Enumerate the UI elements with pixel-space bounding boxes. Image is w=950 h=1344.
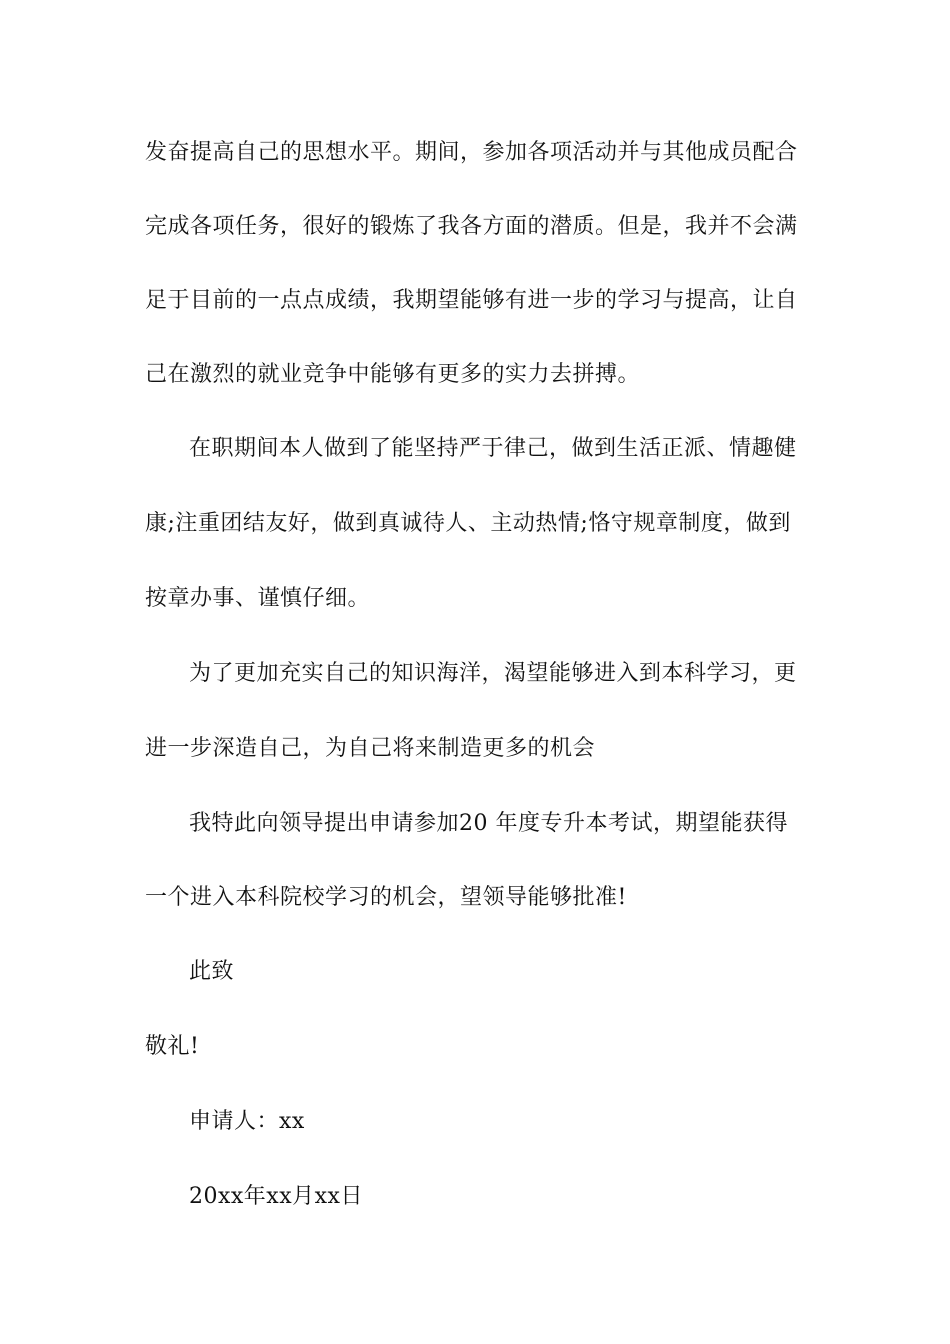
paragraph-line: 完成各项任务，很好的锻炼了我各方面的潜质。但是，我并不会满: [145, 214, 798, 239]
paragraph-line: 在职期间本人做到了能坚持严于律己，做到生活正派、情趣健: [189, 436, 797, 461]
closing-salutation: 此致: [189, 959, 235, 984]
applicant-signature: 申请人：xx: [189, 1109, 305, 1134]
paragraph-line: 发奋提高自己的思想水平。期间，参加各项活动并与其他成员配合: [145, 140, 798, 165]
closing-respect: 敬礼!: [145, 1034, 200, 1059]
document-date: 20xx年xx月xx日: [189, 1184, 363, 1209]
paragraph-line: 己在激烈的就业竞争中能够有更多的实力去拼搏。: [145, 362, 641, 387]
paragraph-line: 我特此向领导提出申请参加20 年度专升本考试，期望能获得: [189, 811, 788, 836]
paragraph-line: 为了更加充实自己的知识海洋，渴望能够进入到本科学习，更: [189, 661, 797, 686]
paragraph-line: 按章办事、谨慎仔细。: [145, 586, 371, 611]
paragraph-line: 进一步深造自己，为自己将来制造更多的机会: [145, 736, 596, 761]
paragraph-line: 足于目前的一点点成绩，我期望能够有进一步的学习与提高，让自: [145, 288, 798, 313]
paragraph-line: 康;注重团结友好，做到真诚待人、主动热情;恪守规章制度，做到: [145, 511, 791, 536]
paragraph-line: 一个进入本科院校学习的机会，望领导能够批准!: [145, 885, 627, 910]
